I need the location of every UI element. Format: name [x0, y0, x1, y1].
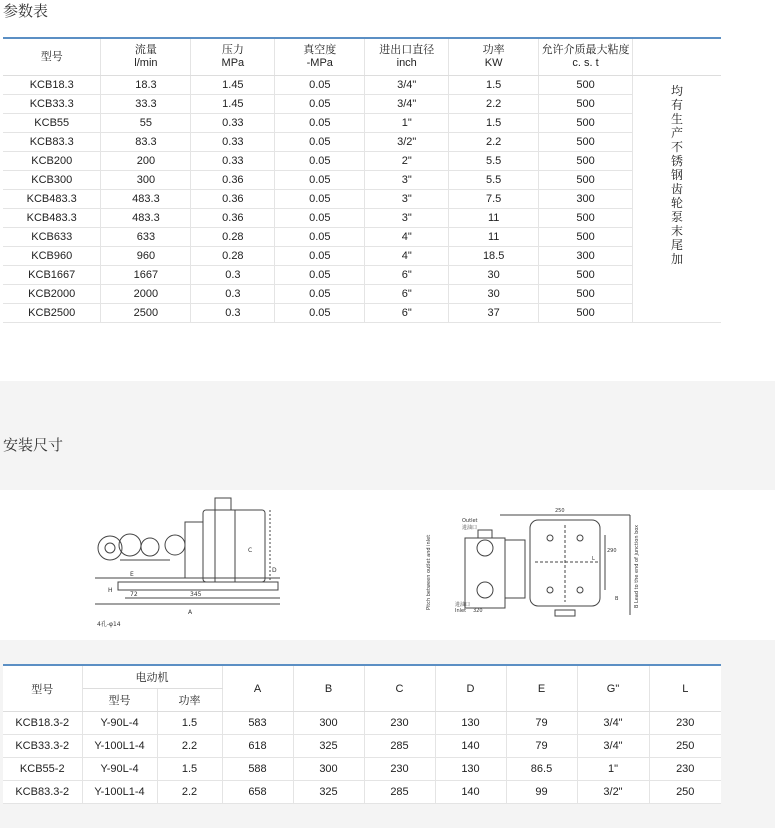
table-cell: 0.05 — [275, 285, 365, 304]
table-row — [3, 76, 721, 95]
label-250: 250 — [555, 508, 565, 514]
label-72: 72 — [130, 591, 138, 598]
table-row — [3, 781, 721, 804]
table-cell: 230 — [649, 758, 721, 781]
table-cell: 2.2 — [449, 95, 539, 114]
table-cell: KCB33.3 — [3, 95, 101, 114]
table-cell: 11 — [449, 228, 539, 247]
table-cell: 500 — [539, 209, 633, 228]
table-cell: 250 — [649, 735, 721, 758]
table-cell: 0.3 — [191, 285, 275, 304]
params-header-unit: -MPa — [306, 57, 333, 69]
table-cell: 3" — [365, 171, 449, 190]
params-header-cell — [633, 38, 721, 76]
table-cell: 55 — [101, 114, 191, 133]
table-cell: 500 — [539, 133, 633, 152]
params-header-label: 真空度 — [303, 44, 337, 56]
table-cell: KCB2000 — [3, 285, 101, 304]
table-cell: Y-100L1-4 — [82, 735, 157, 758]
params-note-char: 加 — [671, 252, 684, 266]
label-345: 345 — [190, 591, 202, 598]
table-cell: KCB55 — [3, 114, 101, 133]
params-note-char: 末 — [671, 224, 684, 238]
table-cell: 0.28 — [191, 228, 275, 247]
table-cell: 0.33 — [191, 114, 275, 133]
table-cell: KCB83.3-2 — [3, 781, 82, 804]
table-cell: 18.3 — [101, 76, 191, 95]
dims-header-motor: 电动机 — [82, 665, 222, 689]
table-cell: Y-90L-4 — [82, 712, 157, 735]
table-cell: 1.5 — [157, 758, 222, 781]
table-cell: 200 — [101, 152, 191, 171]
table-cell: 300 — [539, 190, 633, 209]
label-outlet: Outlet — [462, 518, 478, 524]
table-cell: 140 — [435, 781, 506, 804]
table-cell: 500 — [539, 304, 633, 323]
table-cell: 633 — [101, 228, 191, 247]
table-cell: KCB483.3 — [3, 209, 101, 228]
params-header-row — [3, 38, 721, 76]
params-header-label: 进出口直径 — [379, 44, 435, 56]
table-row — [3, 114, 721, 133]
dims-header-row-1 — [3, 665, 721, 689]
table-cell: 325 — [293, 781, 364, 804]
table-cell: Y-100L1-4 — [82, 781, 157, 804]
table-cell: 0.36 — [191, 209, 275, 228]
table-cell: 0.28 — [191, 247, 275, 266]
params-note-char: 泵 — [671, 210, 684, 224]
table-cell: 33.3 — [101, 95, 191, 114]
table-row — [3, 190, 721, 209]
label-290: 290 — [607, 548, 617, 554]
table-cell: KCB633 — [3, 228, 101, 247]
table-cell: 0.05 — [275, 228, 365, 247]
table-cell: 588 — [222, 758, 293, 781]
table-row — [3, 266, 721, 285]
dims-header-C: C — [364, 665, 435, 712]
dimensions-table — [3, 664, 721, 804]
table-cell: 0.05 — [275, 171, 365, 190]
table-cell: 285 — [364, 735, 435, 758]
table-cell: 30 — [449, 266, 539, 285]
table-cell: 250 — [649, 781, 721, 804]
table-cell: 300 — [293, 712, 364, 735]
section-title-params: 参数表 — [3, 2, 49, 20]
params-header-unit: KW — [484, 57, 503, 69]
table-cell: 3/4" — [365, 95, 449, 114]
table-cell: 3" — [365, 209, 449, 228]
table-cell: 86.5 — [506, 758, 577, 781]
table-cell: 3/4" — [365, 76, 449, 95]
table-row — [3, 285, 721, 304]
table-cell: 0.33 — [191, 133, 275, 152]
installation-drawing — [0, 490, 775, 640]
table-cell: 285 — [364, 781, 435, 804]
params-note — [633, 76, 721, 323]
table-cell: 500 — [539, 114, 633, 133]
params-note-char: 钢 — [671, 168, 684, 182]
label-320: 320 — [473, 608, 483, 614]
table-cell: 0.33 — [191, 152, 275, 171]
params-note-char: 不 — [671, 140, 684, 154]
table-cell: 1.45 — [191, 95, 275, 114]
dims-header-E: E — [506, 665, 577, 712]
table-cell: 2500 — [101, 304, 191, 323]
table-cell: 2.2 — [157, 781, 222, 804]
table-cell: 99 — [506, 781, 577, 804]
params-header-label: 功率 — [482, 44, 505, 56]
table-cell: 4" — [365, 247, 449, 266]
table-cell: 1.5 — [157, 712, 222, 735]
table-cell: 230 — [649, 712, 721, 735]
params-header-unit: inch — [396, 57, 417, 69]
label-D: D — [272, 567, 277, 574]
table-cell: 1.5 — [449, 76, 539, 95]
label-holes: 4孔-φ14 — [97, 621, 121, 628]
table-cell: KCB200 — [3, 152, 101, 171]
table-cell: 2.2 — [449, 133, 539, 152]
table-cell: 0.3 — [191, 304, 275, 323]
table-row — [3, 304, 721, 323]
table-cell: 0.05 — [275, 247, 365, 266]
table-row — [3, 228, 721, 247]
label-L: L — [592, 556, 595, 562]
table-cell: KCB300 — [3, 171, 101, 190]
table-cell: 1.45 — [191, 76, 275, 95]
table-cell: 1" — [577, 758, 649, 781]
params-header-unit: l/min — [134, 57, 158, 69]
table-cell: KCB18.3-2 — [3, 712, 82, 735]
table-cell: KCB2500 — [3, 304, 101, 323]
table-cell: 5.5 — [449, 171, 539, 190]
params-note-char: 尾 — [671, 238, 684, 252]
table-cell: 3/4" — [577, 712, 649, 735]
label-inlet: Inlet — [455, 608, 467, 614]
params-header-cell — [3, 38, 101, 76]
pitch-text: Pitch between outlet and inlet — [426, 534, 432, 610]
dims-header-L: L — [649, 665, 721, 712]
table-cell: 500 — [539, 228, 633, 247]
params-header-cell — [275, 38, 365, 76]
table-cell: 0.3 — [191, 266, 275, 285]
table-cell: 230 — [364, 758, 435, 781]
table-cell: 500 — [539, 285, 633, 304]
table-cell: 0.05 — [275, 133, 365, 152]
table-cell: 4" — [365, 228, 449, 247]
table-row — [3, 152, 721, 171]
table-cell: 658 — [222, 781, 293, 804]
table-cell: 2.2 — [157, 735, 222, 758]
table-cell: 618 — [222, 735, 293, 758]
table-cell: 0.05 — [275, 266, 365, 285]
label-H: H — [108, 587, 113, 594]
dims-body — [3, 712, 721, 804]
dims-header-B: B — [293, 665, 364, 712]
table-cell: 79 — [506, 712, 577, 735]
table-cell: 500 — [539, 152, 633, 171]
table-cell: 0.05 — [275, 304, 365, 323]
table-row — [3, 209, 721, 228]
table-cell: 500 — [539, 76, 633, 95]
params-header-label: 允许介质最大粘度 — [541, 44, 630, 56]
table-cell: 300 — [293, 758, 364, 781]
table-cell: 3" — [365, 190, 449, 209]
table-cell: 483.3 — [101, 209, 191, 228]
dims-header-motor-model: 型号 — [82, 689, 157, 712]
table-row — [3, 247, 721, 266]
table-cell: 0.36 — [191, 190, 275, 209]
params-header-unit: MPa — [221, 57, 245, 69]
dims-header-A: A — [222, 665, 293, 712]
params-note-char: 产 — [671, 126, 684, 140]
table-cell: 1667 — [101, 266, 191, 285]
table-cell: 0.36 — [191, 171, 275, 190]
params-header-cell — [101, 38, 191, 76]
table-cell: 500 — [539, 171, 633, 190]
label-B: B — [615, 596, 619, 602]
table-cell: 5.5 — [449, 152, 539, 171]
table-cell: 583 — [222, 712, 293, 735]
table-cell: 79 — [506, 735, 577, 758]
section-title-install: 安装尺寸 — [3, 436, 64, 454]
table-cell: 0.05 — [275, 209, 365, 228]
table-cell: KCB960 — [3, 247, 101, 266]
table-cell: KCB18.3 — [3, 76, 101, 95]
table-cell: 2000 — [101, 285, 191, 304]
params-table — [3, 37, 721, 323]
table-cell: KCB1667 — [3, 266, 101, 285]
table-cell: 30 — [449, 285, 539, 304]
table-cell: 960 — [101, 247, 191, 266]
table-cell: 130 — [435, 712, 506, 735]
params-header-cell — [539, 38, 633, 76]
table-cell: 300 — [539, 247, 633, 266]
label-inlet-cn: 进油口 — [455, 602, 471, 608]
dims-header-motor-power: 功率 — [157, 689, 222, 712]
table-cell: 0.05 — [275, 95, 365, 114]
table-cell: 18.5 — [449, 247, 539, 266]
params-note-char: 齿 — [671, 182, 684, 196]
table-cell: 0.05 — [275, 114, 365, 133]
table-cell: 3/4" — [577, 735, 649, 758]
table-cell: KCB33.3-2 — [3, 735, 82, 758]
dims-header-G: G" — [577, 665, 649, 712]
table-cell: 6" — [365, 285, 449, 304]
table-cell: 300 — [101, 171, 191, 190]
table-cell: 3/2" — [365, 133, 449, 152]
params-note-char: 有 — [671, 98, 684, 112]
table-cell: 37 — [449, 304, 539, 323]
params-body — [3, 76, 721, 323]
table-cell: 11 — [449, 209, 539, 228]
params-header-unit: c. s. t — [572, 57, 599, 69]
table-cell: 130 — [435, 758, 506, 781]
table-cell: 140 — [435, 735, 506, 758]
table-cell: 1.5 — [449, 114, 539, 133]
table-row — [3, 171, 721, 190]
lead-text: B Lead to the end of junction box — [634, 524, 640, 608]
table-row — [3, 712, 721, 735]
params-note-char: 锈 — [671, 154, 684, 168]
table-cell: 500 — [539, 95, 633, 114]
table-cell: 3/2" — [577, 781, 649, 804]
params-note-char: 均 — [671, 84, 684, 98]
table-cell: 2" — [365, 152, 449, 171]
params-header-label: 压力 — [221, 44, 244, 56]
table-cell: 500 — [539, 266, 633, 285]
params-header-cell — [449, 38, 539, 76]
params-header-cell — [365, 38, 449, 76]
dims-header-model: 型号 — [3, 665, 82, 712]
table-cell: 1" — [365, 114, 449, 133]
params-header-cell — [191, 38, 275, 76]
label-A: A — [188, 609, 193, 616]
table-cell: Y-90L-4 — [82, 758, 157, 781]
table-cell: 7.5 — [449, 190, 539, 209]
table-cell: 483.3 — [101, 190, 191, 209]
table-cell: 325 — [293, 735, 364, 758]
dims-header-D: D — [435, 665, 506, 712]
table-cell: KCB483.3 — [3, 190, 101, 209]
table-cell: 83.3 — [101, 133, 191, 152]
params-note-char: 轮 — [671, 196, 684, 210]
label-outlet-cn: 进油口 — [462, 525, 478, 531]
table-row — [3, 758, 721, 781]
params-header-label: 型号 — [40, 50, 63, 63]
params-header-label: 流量 — [134, 44, 157, 56]
table-cell: KCB55-2 — [3, 758, 82, 781]
table-cell: 0.05 — [275, 76, 365, 95]
table-cell: 6" — [365, 266, 449, 285]
table-row — [3, 735, 721, 758]
table-cell: 6" — [365, 304, 449, 323]
label-C: C — [248, 547, 253, 554]
table-cell: KCB83.3 — [3, 133, 101, 152]
table-cell: 230 — [364, 712, 435, 735]
table-cell: 0.05 — [275, 190, 365, 209]
label-E: E — [130, 571, 134, 578]
table-row — [3, 133, 721, 152]
table-cell: 0.05 — [275, 152, 365, 171]
table-row — [3, 95, 721, 114]
params-note-char: 生 — [671, 112, 684, 126]
